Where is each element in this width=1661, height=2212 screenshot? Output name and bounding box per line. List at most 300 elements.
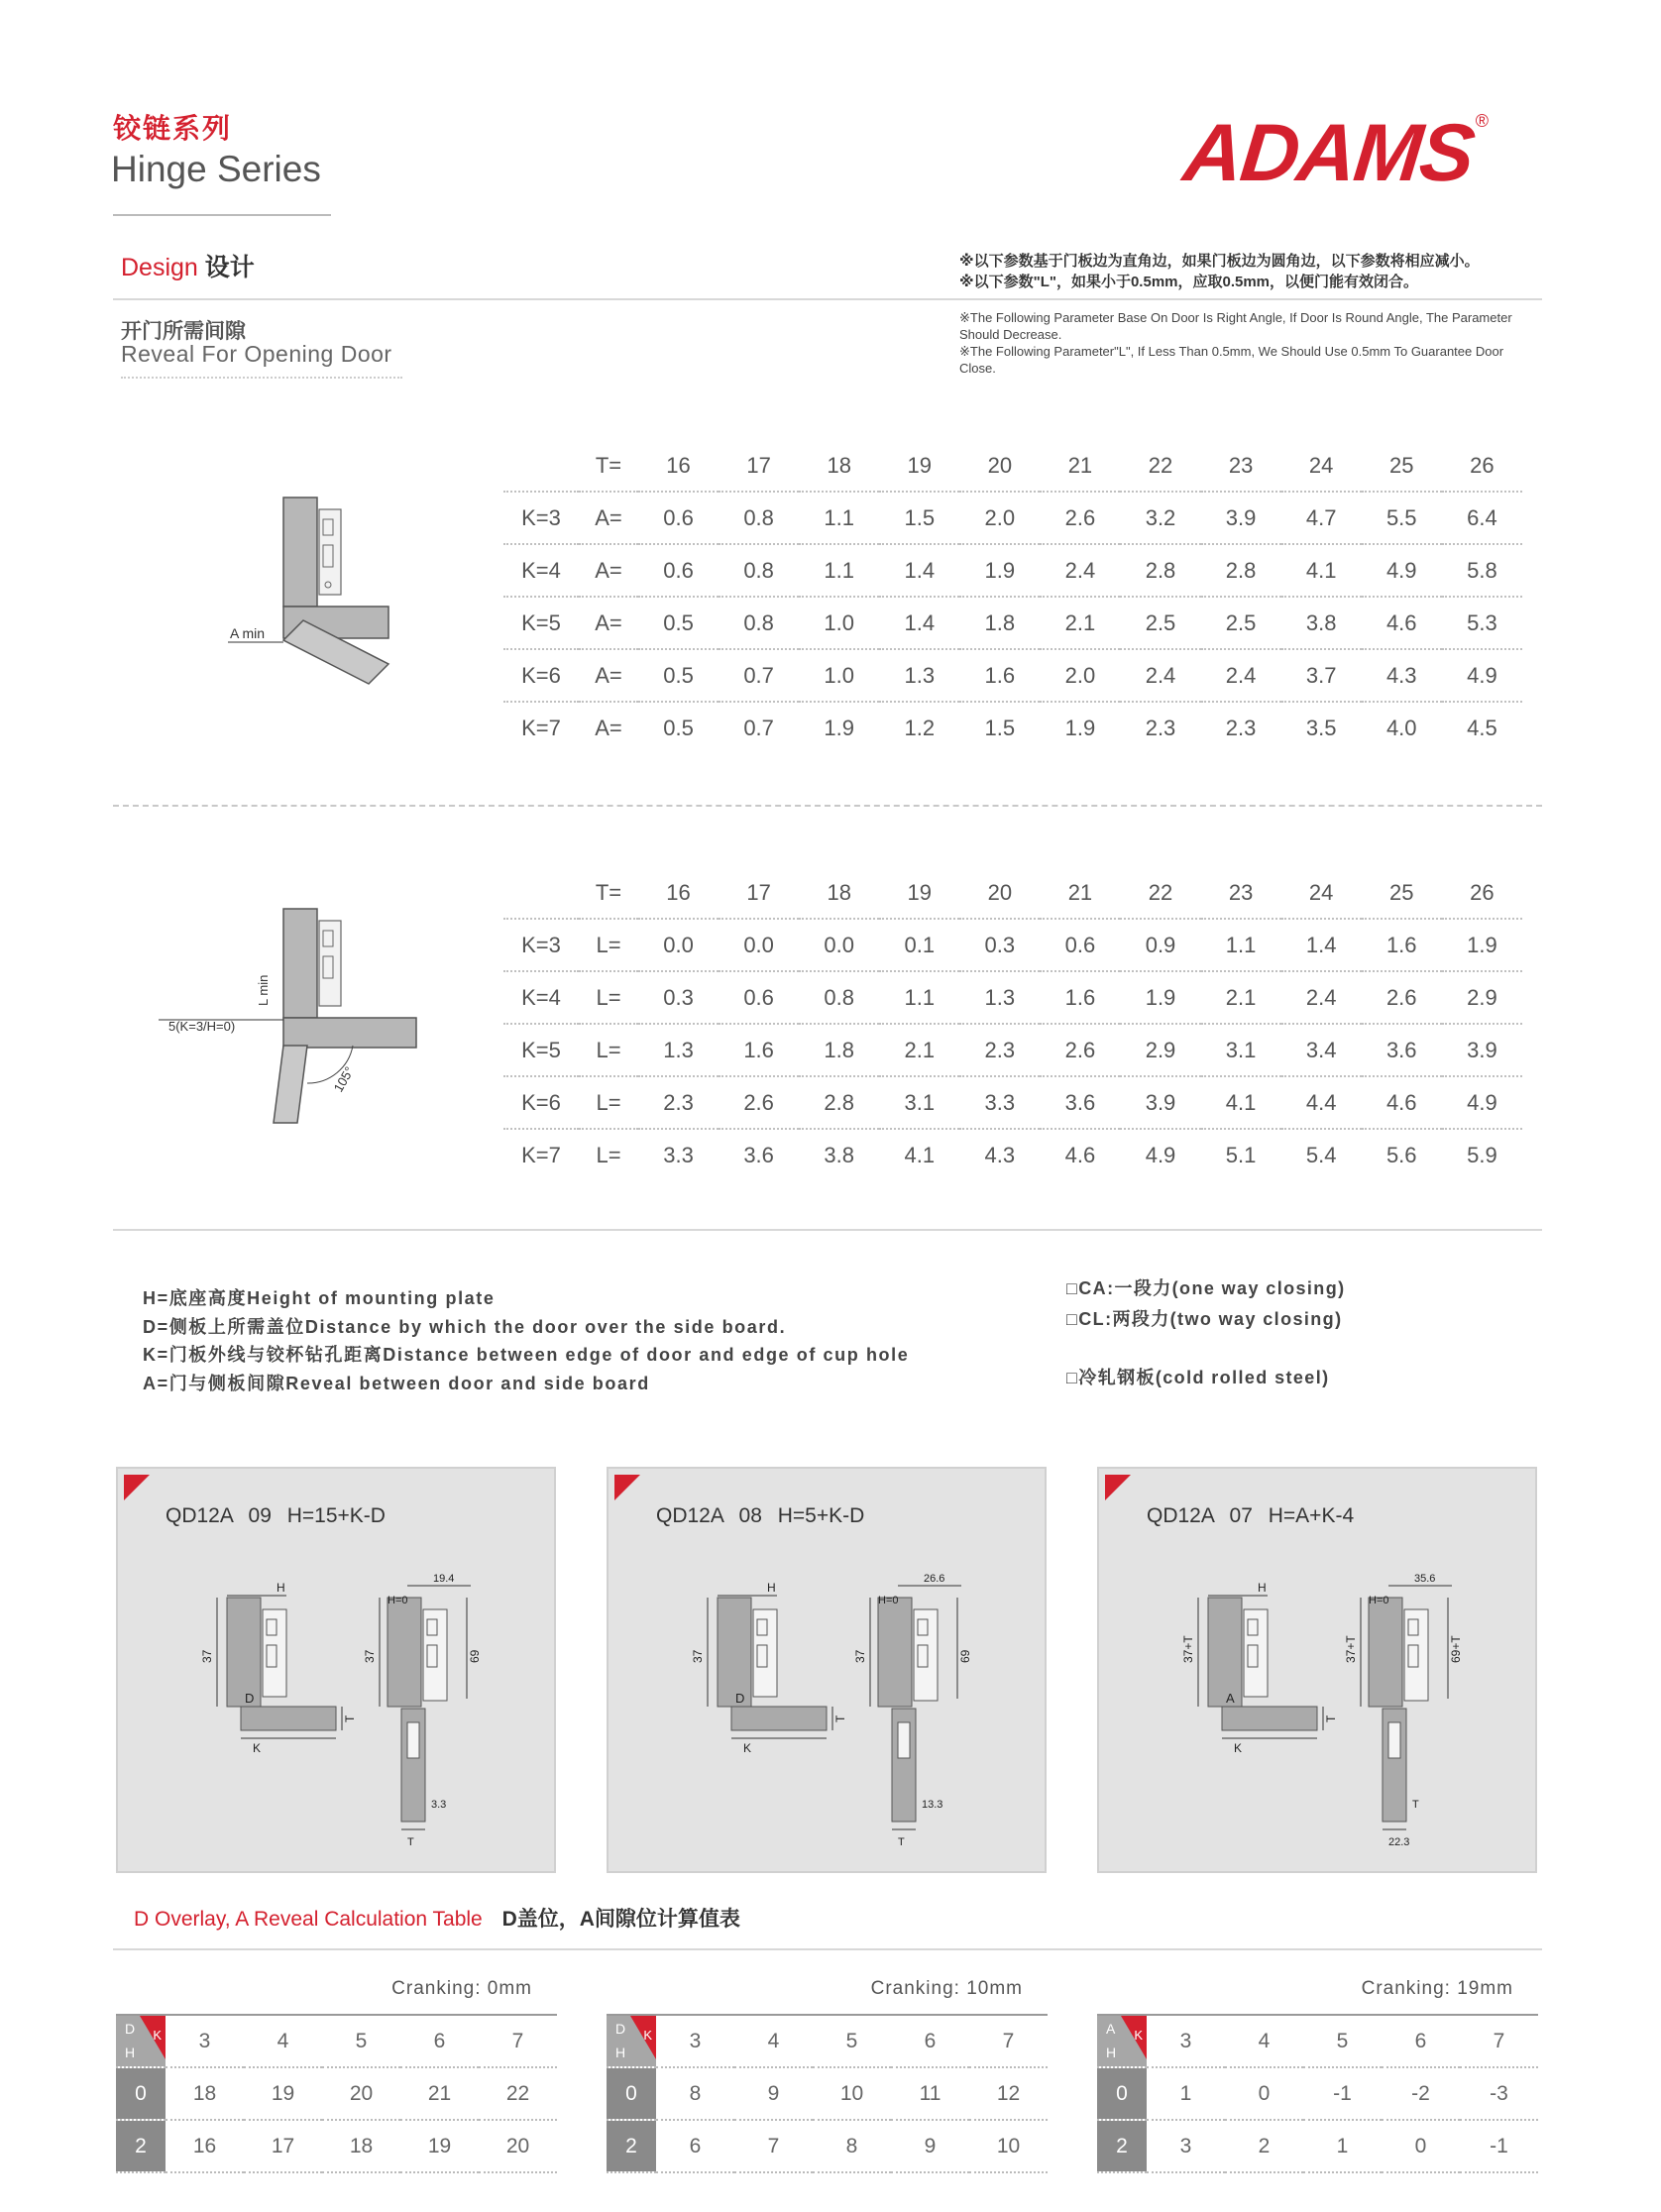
calc-h-value: 2 [116,2120,166,2172]
table-cell: 4.6 [1362,597,1442,649]
reveal-l-diagram [159,897,426,1135]
option-cl: □CL:两段力(two way closing) [1066,1309,1343,1329]
calc-corner-cell [607,2015,656,2067]
label-h: H [277,1581,285,1595]
label-height: 37 [691,1649,705,1663]
note-cn-2: ※以下参数"L"，如果小于0.5mm，应取0.5mm，以便门能有效闭合。 [959,274,1419,290]
table-cell: 3.7 [1281,649,1362,702]
calc-table [607,2014,1048,2173]
table-cell: 5.4 [1305,1142,1337,1167]
table-cell: 0.9 [1120,919,1200,971]
row-param-label: A= [595,715,622,740]
table-cell: 2.4 [1120,649,1200,702]
label-height-right: 37+T [1344,1635,1358,1663]
calc-k-value: 3 [166,2015,244,2067]
table-cell: 1.1 [799,544,879,597]
table-cell: 0.5 [663,715,694,740]
calc-cell: 8 [813,2120,891,2172]
header-t-value: 23 [1201,440,1281,492]
table-cell: 2.5 [1201,597,1281,649]
label-width: 19.4 [433,1573,455,1585]
table-cell: 2.0 [1040,649,1120,702]
table-cell: 0.3 [959,919,1040,971]
calc-header-row [1097,2015,1538,2067]
card-model: QD12A 09 [166,1504,272,1527]
label-h0: H=0 [388,1595,408,1606]
header-t-value: 19 [879,440,959,492]
row-param-label: L= [579,919,638,971]
note-en-2: ※The Following Parameter"L", If Less Than 0.5mm, We Should Use 0.5mm To Guarantee Door Close. [959,344,1504,376]
label-k: K [743,1741,752,1755]
table-cell: 0.6 [1040,919,1120,971]
header-t-label: T= [579,867,638,919]
table-cell: 3.1 [879,1076,959,1129]
table-cell: 2.8 [799,1076,879,1129]
calc-k-value: 5 [1303,2015,1382,2067]
calc-k-value: 3 [1147,2015,1225,2067]
table-row [503,702,1522,753]
header-t-value: 25 [1362,867,1442,919]
table-cell: 2.6 [1362,971,1442,1024]
calc-table [116,2014,557,2173]
table-cell: 2.4 [1281,971,1362,1024]
row-k-label: K=5 [503,597,579,649]
label-t: T [1324,1714,1338,1722]
hinge-drawing [609,1469,1045,1871]
calc-corner-cell [1097,2015,1147,2067]
calc-cell: 7 [734,2120,813,2172]
cranking-label: Cranking: 19mm [1361,1978,1513,1999]
cranking-label: Cranking: 0mm [391,1978,532,1999]
dashed-divider [113,805,1542,807]
table-cell: 1.9 [1442,919,1522,971]
table-cell: 2.0 [959,492,1040,544]
table-cell: 3.8 [1281,597,1362,649]
calc-k-value: 7 [479,2015,557,2067]
table-cell: 3.6 [743,1142,774,1167]
calc-table [1097,2014,1538,2173]
header-t-value: 26 [1442,867,1522,919]
table-cell: 4.6 [1362,1076,1442,1129]
table-cell: 1.6 [959,649,1040,702]
header-t-value: 26 [1442,440,1522,492]
table-cell: 1.9 [1064,715,1096,740]
hinge-card [607,1467,1047,1873]
legend-k: K=门板外线与铰杯钻孔距离Distance between edge of door and edge of cup hole [143,1345,910,1365]
row-k-label: K=7 [521,715,561,740]
calc-cell: 3 [1147,2120,1225,2172]
header-blank [503,867,579,919]
calc-cell: 18 [322,2120,400,2172]
design-heading [121,248,255,283]
table-cell: 2.1 [1201,971,1281,1024]
table-cell: 0.0 [719,919,799,971]
table-cell: 3.9 [1120,1076,1200,1129]
header-t-value: 22 [1120,440,1200,492]
table-cell: 4.6 [1064,1142,1096,1167]
table-cell: 4.7 [1281,492,1362,544]
calc-cell: 0 [1225,2067,1303,2120]
calc-k-value: 6 [891,2015,969,2067]
table-cell: 0.0 [638,919,719,971]
table-cell: 2.9 [1442,971,1522,1024]
label-69: 69+T [1449,1635,1463,1663]
hinge-card [1097,1467,1537,1873]
label-t: T [343,1714,357,1722]
reveal-a-table [503,440,1522,753]
table-row [503,492,1522,544]
reveal-underline [121,377,402,379]
label-bottom: 13.3 [922,1799,943,1811]
table-cell: 1.6 [1040,971,1120,1024]
table-cell: 5.5 [1362,492,1442,544]
calc-cell: -3 [1460,2067,1538,2120]
calc-row [116,2067,557,2120]
label-h0: H=0 [878,1595,899,1606]
calc-cell: 20 [322,2067,400,2120]
card-model: QD12A 07 [1147,1504,1253,1527]
table-cell: 3.3 [663,1142,694,1167]
header-t-label: T= [579,440,638,492]
legend-block [143,1284,909,1397]
label-d: D [245,1691,255,1706]
table-cell: 2.6 [719,1076,799,1129]
calc-cell: 16 [166,2120,244,2172]
corner-top-label: D [615,2021,626,2037]
calc-header-row [116,2015,557,2067]
table-cell: 2.4 [1040,544,1120,597]
card-model: QD12A 08 [656,1504,762,1527]
hinge-drawing [118,1469,554,1871]
series-title-en: Hinge Series [111,149,321,189]
row-param-label: L= [596,1142,621,1167]
calc-h-value: 2 [1097,2120,1147,2172]
header-t-value: 17 [719,440,799,492]
table-cell: 0.8 [719,544,799,597]
calc-cell: 2 [1225,2120,1303,2172]
label-bottom-t: T [898,1836,905,1848]
header-blank [503,440,579,492]
table-cell: 3.9 [1442,1024,1522,1076]
registered-mark: ® [1475,111,1489,131]
header-t-value: 16 [638,867,719,919]
calc-cell: 10 [969,2120,1048,2172]
table-cell: 3.1 [1201,1024,1281,1076]
table-cell: 2.8 [1201,544,1281,597]
reveal-heading-cn: 开门所需间隙 [121,320,246,343]
corner-top-label: D [125,2021,136,2037]
table-cell: 5.3 [1442,597,1522,649]
row-k-label: K=3 [503,492,579,544]
label-69: 69 [468,1649,482,1663]
table-cell: 4.9 [1442,1076,1522,1129]
row-k-label: K=4 [503,971,579,1024]
table-row [503,649,1522,702]
header-t-value: 24 [1281,867,1362,919]
reveal-a-diagram [218,486,416,704]
calc-cell: 9 [734,2067,813,2120]
label-bottom-t: 22.3 [1388,1836,1410,1848]
table-cell: 1.5 [879,492,959,544]
table-cell: 4.3 [984,1142,1016,1167]
table-cell: 4.4 [1281,1076,1362,1129]
header-t-value: 21 [1040,867,1120,919]
table-cell: 4.3 [1362,649,1442,702]
table-cell: 1.3 [959,971,1040,1024]
calc-k-value: 6 [400,2015,479,2067]
table-cell: 1.4 [1281,919,1362,971]
label-height-right: 37 [363,1649,377,1663]
calc-cell: -1 [1460,2120,1538,2172]
row-param-label: A= [579,544,638,597]
calc-title-en: D Overlay, A Reveal Calculation Table [134,1908,483,1931]
card-formula: H=5+K-D [777,1504,865,1527]
table-cell: 1.8 [959,597,1040,649]
table-cell: 2.3 [1145,715,1176,740]
brand-logo: ADAMS [1179,108,1478,198]
table-cell: 2.3 [959,1024,1040,1076]
calc-cell: 18 [166,2067,244,2120]
calc-divider [113,1948,1542,1950]
calc-cell: 8 [656,2067,734,2120]
calc-cell: -2 [1382,2067,1460,2120]
table-cell: 2.4 [1201,649,1281,702]
header-t-value: 23 [1201,867,1281,919]
calc-h-value: 0 [607,2067,656,2120]
table-cell: 1.4 [879,544,959,597]
table-cell: 1.9 [1120,971,1200,1024]
calc-h-value: 0 [1097,2067,1147,2120]
table-cell: 2.5 [1120,597,1200,649]
calc-cell: 21 [400,2067,479,2120]
row-param-label: A= [579,492,638,544]
table-row [503,597,1522,649]
header-t-value: 20 [959,867,1040,919]
calc-k-value: 4 [244,2015,322,2067]
corner-k-label: K [153,2028,162,2043]
table-cell: 2.6 [1040,492,1120,544]
table-header-row [503,867,1522,919]
label-width: 35.6 [1414,1573,1436,1585]
header-t-value: 19 [879,867,959,919]
row-param-label: L= [579,1076,638,1129]
row-param-label: L= [579,1024,638,1076]
calc-row [1097,2120,1538,2172]
calc-cell: 20 [479,2120,557,2172]
label-d: A [1226,1691,1235,1706]
table-cell: 5.9 [1467,1142,1497,1167]
table-cell: 1.2 [904,715,936,740]
corner-k-label: K [1134,2028,1143,2043]
option-steel: □冷轧钢板(cold rolled steel) [1066,1368,1330,1387]
legend-h: H=底座高度Height of mounting plate [143,1288,496,1308]
header-t-value: 20 [959,440,1040,492]
calc-cell: 19 [244,2067,322,2120]
table-row [503,1024,1522,1076]
table-cell: 4.9 [1442,649,1522,702]
table-cell: 0.5 [638,649,719,702]
calc-row [116,2120,557,2172]
table-cell: 3.4 [1281,1024,1362,1076]
table-row [503,1076,1522,1129]
calc-header-row [607,2015,1048,2067]
row-param-label: A= [579,649,638,702]
table-cell: 1.6 [1362,919,1442,971]
card-formula: H=A+K-4 [1268,1504,1355,1527]
table-cell: 3.5 [1305,715,1337,740]
calc-row [607,2120,1048,2172]
row-param-label: A= [579,597,638,649]
design-label-cn: 设计 [204,254,255,281]
table-cell: 6.4 [1442,492,1522,544]
calc-cell: 12 [969,2067,1048,2120]
table-cell: 2.1 [879,1024,959,1076]
corner-bottom-label: H [615,2045,626,2060]
table-cell: 4.1 [1281,544,1362,597]
label-t: T [833,1714,847,1722]
title-divider [113,214,331,216]
table-cell: 1.9 [824,715,854,740]
label-h0: H=0 [1369,1595,1389,1606]
table-cell: 0.8 [719,492,799,544]
hinge-drawing [1099,1469,1535,1871]
table-cell: 0.6 [638,544,719,597]
header-t-value: 18 [799,440,879,492]
label-height: 37 [200,1649,214,1663]
row-k-label: K=5 [503,1024,579,1076]
table-cell: 4.0 [1385,715,1417,740]
table-cell: 1.1 [879,971,959,1024]
label-h: H [1258,1581,1267,1595]
table-cell: 3.6 [1362,1024,1442,1076]
corner-k-label: K [643,2028,652,2043]
note-en-1: ※The Following Parameter Base On Door Is Right Angle, If Door Is Round Angle, The Parameter Should Decrease. [959,310,1512,342]
table-cell: 0.3 [638,971,719,1024]
table-cell: 0.7 [743,715,774,740]
table-cell: 2.9 [1120,1024,1200,1076]
angle-label: 105° [330,1063,358,1095]
table-cell: 4.1 [1201,1076,1281,1129]
table-row [503,544,1522,597]
calc-k-value: 6 [1382,2015,1460,2067]
calc-cell: 9 [891,2120,969,2172]
calc-cell: 1 [1147,2067,1225,2120]
table-cell: 1.5 [984,715,1016,740]
header-t-value: 16 [638,440,719,492]
calc-k-value: 7 [969,2015,1048,2067]
table-row [503,919,1522,971]
calc-k-value: 5 [813,2015,891,2067]
calc-cell: 11 [891,2067,969,2120]
calc-cell: 22 [479,2067,557,2120]
header-t-value: 24 [1281,440,1362,492]
table-cell: 0.8 [799,971,879,1024]
header-t-value: 25 [1362,440,1442,492]
card-formula: H=15+K-D [286,1504,386,1527]
table-cell: 2.1 [1040,597,1120,649]
table-cell: 3.3 [959,1076,1040,1129]
row-param-label: L= [579,971,638,1024]
section-divider-2 [113,1229,1542,1231]
table-cell: 1.0 [799,597,879,649]
table-cell: 1.3 [879,649,959,702]
table-cell: 1.8 [799,1024,879,1076]
calc-k-value: 7 [1460,2015,1538,2067]
table-cell: 4.5 [1467,715,1497,740]
legend-d: D=侧板上所需盖位Distance by which the door over the side board. [143,1316,787,1337]
calc-row [1097,2067,1538,2120]
table-cell: 1.6 [719,1024,799,1076]
calc-cell: 17 [244,2120,322,2172]
table-cell: 1.9 [959,544,1040,597]
corner-bottom-label: H [1106,2045,1117,2060]
table-cell: 0.6 [719,971,799,1024]
table-row [503,971,1522,1024]
calc-cell: 10 [813,2067,891,2120]
header-t-value: 18 [799,867,879,919]
header-t-value: 22 [1120,867,1200,919]
table-cell: 2.3 [1225,715,1257,740]
k3-label: 5(K=3/H=0) [168,1019,236,1034]
table-cell: 0.6 [638,492,719,544]
a-min-label: A min [230,625,266,641]
row-k-label: K=6 [503,1076,579,1129]
legend-a: A=门与侧板间隙Reveal between door and side board [143,1373,650,1393]
table-cell: 4.9 [1145,1142,1176,1167]
row-k-label: K=3 [503,919,579,971]
cranking-label: Cranking: 10mm [870,1978,1023,1999]
header-t-value: 17 [719,867,799,919]
table-cell: 3.8 [824,1142,854,1167]
label-h: H [767,1581,776,1595]
header-t-value: 21 [1040,440,1120,492]
table-cell: 1.1 [1201,919,1281,971]
table-cell: 4.9 [1362,544,1442,597]
label-height-right: 37 [853,1649,867,1663]
label-bottom: T [1412,1799,1419,1811]
calc-title-cn: D盖位，A间隙位计算值表 [501,1908,740,1931]
label-k: K [253,1741,262,1755]
calc-cell: 6 [656,2120,734,2172]
table-cell: 1.1 [799,492,879,544]
calc-corner-cell [116,2015,166,2067]
row-k-label: K=6 [503,649,579,702]
calc-cell: 19 [400,2120,479,2172]
label-69: 69 [958,1649,972,1663]
table-cell: 1.4 [879,597,959,649]
note-cn-1: ※以下参数基于门板边为直角边，如果门板边为圆角边，以下参数将相应减小。 [959,253,1480,270]
calc-k-value: 4 [1225,2015,1303,2067]
table-cell: 0.7 [719,649,799,702]
corner-top-label: A [1106,2021,1116,2037]
table-cell: 3.6 [1040,1076,1120,1129]
label-k: K [1234,1741,1243,1755]
table-cell: 0.5 [638,597,719,649]
row-k-label: K=4 [503,544,579,597]
label-width: 26.6 [924,1573,945,1585]
label-bottom-t: T [407,1836,414,1848]
label-d: D [735,1691,745,1706]
reveal-l-table [503,867,1522,1180]
reveal-heading-en: Reveal For Opening Door [121,341,392,367]
table-cell: 1.3 [638,1024,719,1076]
series-title-cn: 铰链系列 [113,113,233,144]
calc-row [607,2067,1048,2120]
table-cell: 5.6 [1385,1142,1417,1167]
label-bottom: 3.3 [431,1799,447,1811]
calc-h-value: 0 [116,2067,166,2120]
calc-k-value: 5 [322,2015,400,2067]
